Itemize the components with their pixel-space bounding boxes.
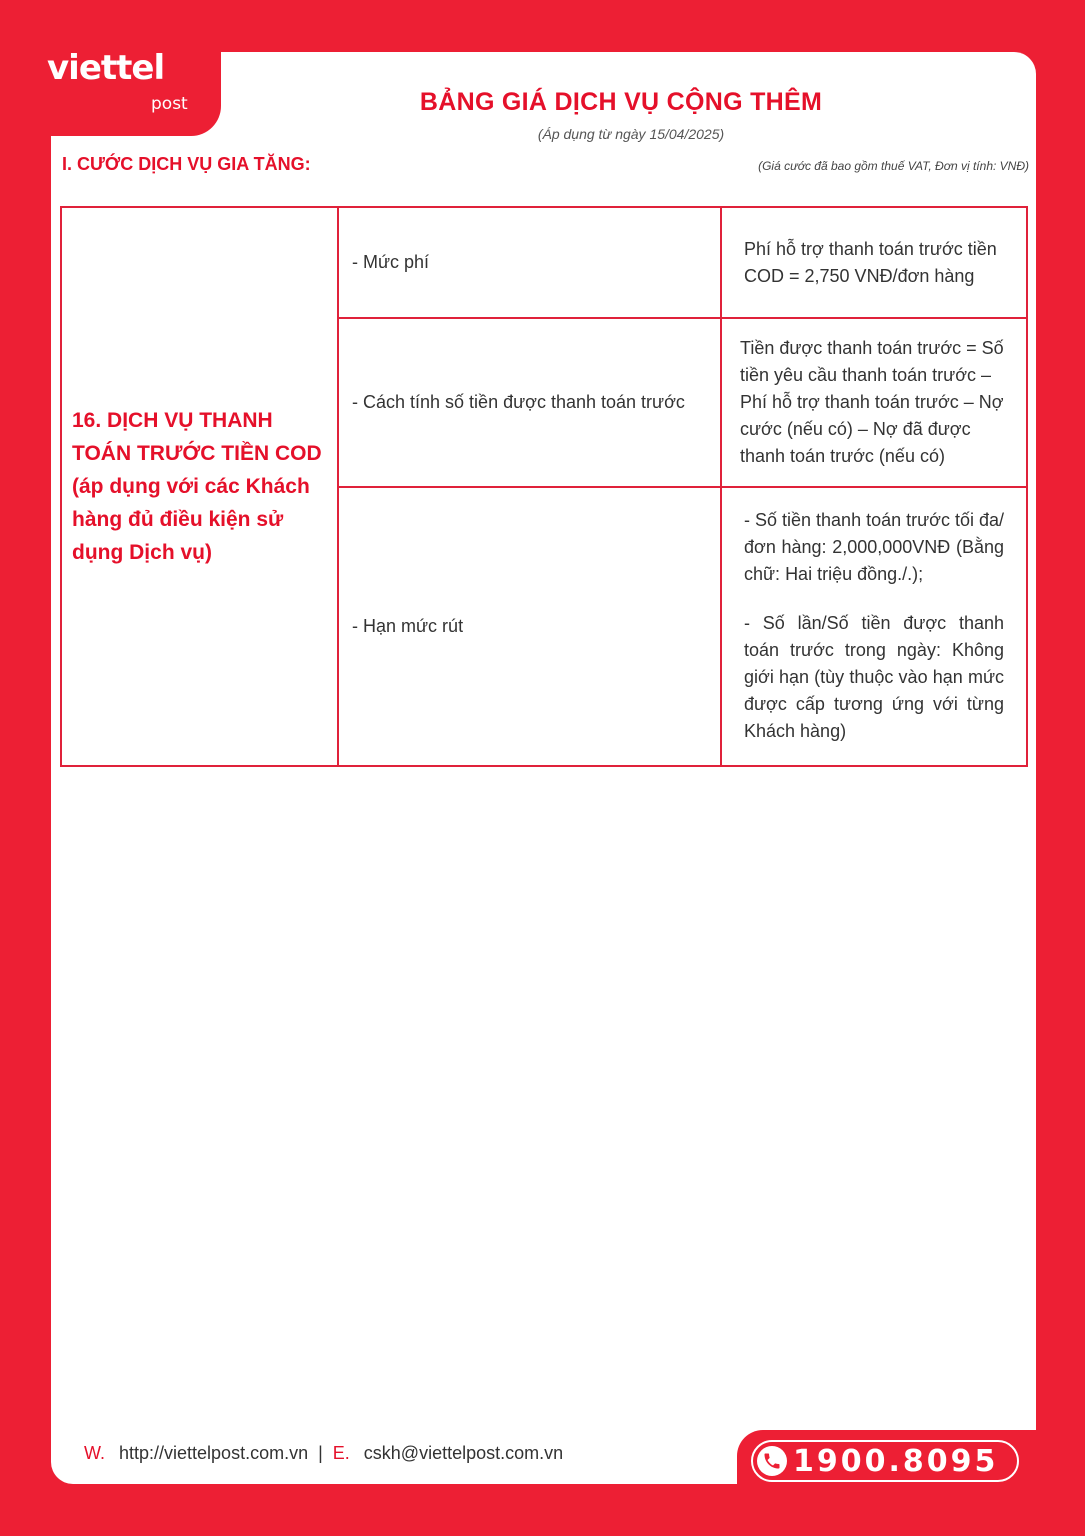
row-value xyxy=(721,487,1027,766)
footer-separator: | xyxy=(318,1443,323,1463)
hotline-number: 1900.8095 xyxy=(793,1443,999,1479)
price-table xyxy=(60,206,1028,767)
row-label: - Hạn mức rút xyxy=(338,487,721,766)
hotline-badge[interactable] xyxy=(751,1440,1019,1482)
email-link[interactable]: cskh@viettelpost.com.vn xyxy=(363,1443,564,1463)
logo-block xyxy=(0,0,221,136)
page-subtitle: (Áp dụng từ ngày 15/04/2025) xyxy=(537,126,725,142)
section-heading: I. CƯỚC DỊCH VỤ GIA TĂNG: xyxy=(62,154,311,174)
row-value: Tiền được thanh toán trước = Số tiền yêu cầu thanh toán trước – Phí hỗ trợ thanh toán trước – Nợ cước (nếu có) – Nợ đã được thanh toán trước (nếu có) xyxy=(721,318,1027,487)
phone-icon xyxy=(757,1446,787,1476)
row-label: - Cách tính số tiền được thanh toán trước xyxy=(338,318,721,487)
hotline-block xyxy=(737,1430,1036,1494)
footer-contacts xyxy=(84,1443,563,1464)
price-note: (Giá cước đã bao gồm thuế VAT, Đơn vị tính: VNĐ) xyxy=(758,159,1029,173)
page-title: BẢNG GIÁ DỊCH VỤ CỘNG THÊM xyxy=(419,88,823,116)
website-link[interactable]: http://viettelpost.com.vn xyxy=(119,1443,309,1463)
table-row xyxy=(61,207,1027,318)
email-label: E. xyxy=(332,1443,350,1463)
brand-logo-sub: post xyxy=(151,94,188,114)
row-value: Phí hỗ trợ thanh toán trước tiền COD = 2,750 VNĐ/đơn hàng xyxy=(721,207,1027,318)
limit-per-day: - Số lần/Số tiền được thanh toán trước trong ngày: Không giới hạn (tùy thuộc vào hạn mức được cấp tương ứng với từng Khách hàng) xyxy=(744,613,1004,742)
brand-logo[interactable]: viettel xyxy=(47,48,165,88)
limit-per-order: - Số tiền thanh toán trước tối đa/đơn hàng: 2,000,000VNĐ (Bằng chữ: Hai triệu đồng./.); xyxy=(744,510,1004,585)
web-label: W. xyxy=(84,1443,105,1463)
service-name-cell: 16. DỊCH VỤ THANH TOÁN TRƯỚC TIỀN COD (áp dụng với các Khách hàng đủ điều kiện sử dụng Dịch vụ) xyxy=(61,207,338,766)
row-label: - Mức phí xyxy=(338,207,721,318)
